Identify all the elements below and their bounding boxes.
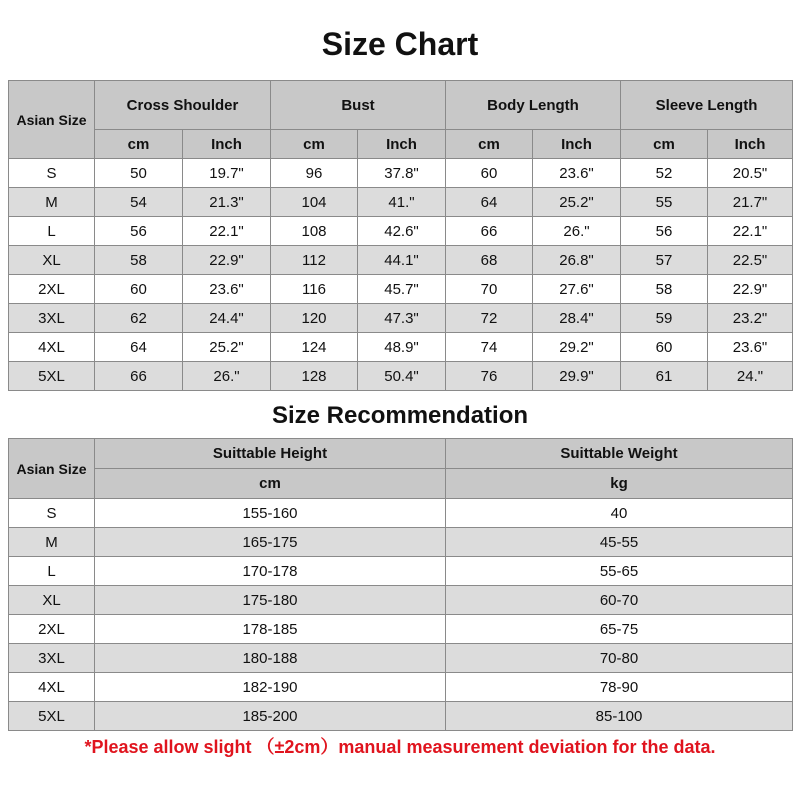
table-cell: 85-100 <box>446 702 793 731</box>
table-cell: 56 <box>95 217 183 246</box>
table-cell: 37.8" <box>358 159 446 188</box>
table-cell: 23.2" <box>708 304 793 333</box>
size-chart-body <box>9 159 793 391</box>
size-recommendation-unit-header: kg <box>446 469 793 499</box>
size-label-cell: S <box>9 499 95 528</box>
size-chart-unit-header: cm <box>95 130 183 159</box>
size-chart-unit-header: cm <box>271 130 358 159</box>
table-row <box>9 673 793 702</box>
size-label-cell: M <box>9 188 95 217</box>
table-cell: 27.6" <box>533 275 621 304</box>
table-cell: 59 <box>621 304 708 333</box>
size-label-cell: L <box>9 557 95 586</box>
table-cell: 182-190 <box>95 673 446 702</box>
size-label-cell: XL <box>9 586 95 615</box>
size-recommendation-asian-size-header: Asian Size <box>9 439 95 499</box>
table-cell: 52 <box>621 159 708 188</box>
table-cell: 41." <box>358 188 446 217</box>
size-chart-table <box>8 80 793 391</box>
table-row <box>9 557 793 586</box>
table-row <box>9 304 793 333</box>
table-cell: 180-188 <box>95 644 446 673</box>
table-cell: 22.1" <box>183 217 271 246</box>
table-cell: 64 <box>446 188 533 217</box>
table-cell: 62 <box>95 304 183 333</box>
table-cell: 22.9" <box>708 275 793 304</box>
size-chart-unit-header: Inch <box>358 130 446 159</box>
table-cell: 74 <box>446 333 533 362</box>
table-cell: 24." <box>708 362 793 391</box>
size-chart-title: Size Chart <box>321 26 479 62</box>
table-cell: 66 <box>95 362 183 391</box>
table-cell: 72 <box>446 304 533 333</box>
table-cell: 58 <box>621 275 708 304</box>
table-cell: 42.6" <box>358 217 446 246</box>
size-label-cell: 3XL <box>9 644 95 673</box>
table-cell: 54 <box>95 188 183 217</box>
table-cell: 22.1" <box>708 217 793 246</box>
table-cell: 44.1" <box>358 246 446 275</box>
table-cell: 116 <box>271 275 358 304</box>
table-cell: 47.3" <box>358 304 446 333</box>
table-cell: 65-75 <box>446 615 793 644</box>
table-row <box>9 275 793 304</box>
table-row <box>9 217 793 246</box>
size-chart-unit-header: cm <box>621 130 708 159</box>
table-cell: 185-200 <box>95 702 446 731</box>
table-cell: 60-70 <box>446 586 793 615</box>
table-cell: 29.9" <box>533 362 621 391</box>
table-cell: 26." <box>183 362 271 391</box>
table-cell: 108 <box>271 217 358 246</box>
table-cell: 56 <box>621 217 708 246</box>
table-cell: 175-180 <box>95 586 446 615</box>
size-label-cell: 2XL <box>9 615 95 644</box>
size-chart-unit-header: cm <box>446 130 533 159</box>
table-cell: 70-80 <box>446 644 793 673</box>
size-recommendation-title: Size Recommendation <box>271 402 529 429</box>
table-row <box>9 333 793 362</box>
size-label-cell: 5XL <box>9 362 95 391</box>
table-cell: 20.5" <box>708 159 793 188</box>
table-cell: 60 <box>95 275 183 304</box>
table-cell: 60 <box>621 333 708 362</box>
table-cell: 58 <box>95 246 183 275</box>
table-cell: 120 <box>271 304 358 333</box>
table-cell: 55 <box>621 188 708 217</box>
size-chart-group-header: Sleeve Length <box>621 81 793 130</box>
table-cell: 66 <box>446 217 533 246</box>
table-cell: 128 <box>271 362 358 391</box>
table-cell: 50 <box>95 159 183 188</box>
table-cell: 40 <box>446 499 793 528</box>
table-cell: 64 <box>95 333 183 362</box>
table-cell: 21.3" <box>183 188 271 217</box>
size-recommendation-unit-header: cm <box>95 469 446 499</box>
table-row <box>9 615 793 644</box>
table-cell: 124 <box>271 333 358 362</box>
table-cell: 155-160 <box>95 499 446 528</box>
table-cell: 45.7" <box>358 275 446 304</box>
table-cell: 96 <box>271 159 358 188</box>
table-cell: 25.2" <box>183 333 271 362</box>
table-cell: 45-55 <box>446 528 793 557</box>
size-label-cell: 4XL <box>9 673 95 702</box>
table-cell: 26." <box>533 217 621 246</box>
size-chart-group-header: Body Length <box>446 81 621 130</box>
table-cell: 50.4" <box>358 362 446 391</box>
size-label-cell: 4XL <box>9 333 95 362</box>
table-row <box>9 188 793 217</box>
size-chart-group-header: Bust <box>271 81 446 130</box>
table-cell: 22.9" <box>183 246 271 275</box>
size-label-cell: 3XL <box>9 304 95 333</box>
size-recommendation-group-header: Suittable Height <box>95 439 446 469</box>
table-cell: 178-185 <box>95 615 446 644</box>
table-cell: 170-178 <box>95 557 446 586</box>
size-label-cell: L <box>9 217 95 246</box>
size-chart-asian-size-header: Asian Size <box>9 81 95 159</box>
table-cell: 24.4" <box>183 304 271 333</box>
size-label-cell: XL <box>9 246 95 275</box>
table-cell: 61 <box>621 362 708 391</box>
measurement-deviation-note: *Please allow slight （±2cm）manual measurement deviation for the data. <box>84 737 716 757</box>
table-cell: 76 <box>446 362 533 391</box>
table-cell: 23.6" <box>533 159 621 188</box>
size-recommendation-table <box>8 438 793 731</box>
size-chart-unit-header: Inch <box>533 130 621 159</box>
size-chart-group-header: Cross Shoulder <box>95 81 271 130</box>
table-row <box>9 362 793 391</box>
table-cell: 48.9" <box>358 333 446 362</box>
table-cell: 68 <box>446 246 533 275</box>
table-cell: 26.8" <box>533 246 621 275</box>
size-label-cell: S <box>9 159 95 188</box>
table-cell: 104 <box>271 188 358 217</box>
table-cell: 57 <box>621 246 708 275</box>
table-cell: 55-65 <box>446 557 793 586</box>
table-cell: 28.4" <box>533 304 621 333</box>
table-row <box>9 246 793 275</box>
table-cell: 25.2" <box>533 188 621 217</box>
table-cell: 112 <box>271 246 358 275</box>
table-cell: 21.7" <box>708 188 793 217</box>
size-recommendation-group-header: Suittable Weight <box>446 439 793 469</box>
table-row <box>9 702 793 731</box>
table-row <box>9 586 793 615</box>
table-cell: 23.6" <box>183 275 271 304</box>
table-row <box>9 644 793 673</box>
table-cell: 70 <box>446 275 533 304</box>
size-label-cell: 5XL <box>9 702 95 731</box>
table-cell: 29.2" <box>533 333 621 362</box>
table-cell: 78-90 <box>446 673 793 702</box>
table-cell: 22.5" <box>708 246 793 275</box>
table-row <box>9 159 793 188</box>
table-row <box>9 528 793 557</box>
size-label-cell: 2XL <box>9 275 95 304</box>
table-cell: 60 <box>446 159 533 188</box>
size-chart-unit-header: Inch <box>708 130 793 159</box>
size-recommendation-body <box>9 499 793 731</box>
size-label-cell: M <box>9 528 95 557</box>
table-cell: 23.6" <box>708 333 793 362</box>
table-row <box>9 499 793 528</box>
table-cell: 19.7" <box>183 159 271 188</box>
table-cell: 165-175 <box>95 528 446 557</box>
size-chart-unit-header: Inch <box>183 130 271 159</box>
